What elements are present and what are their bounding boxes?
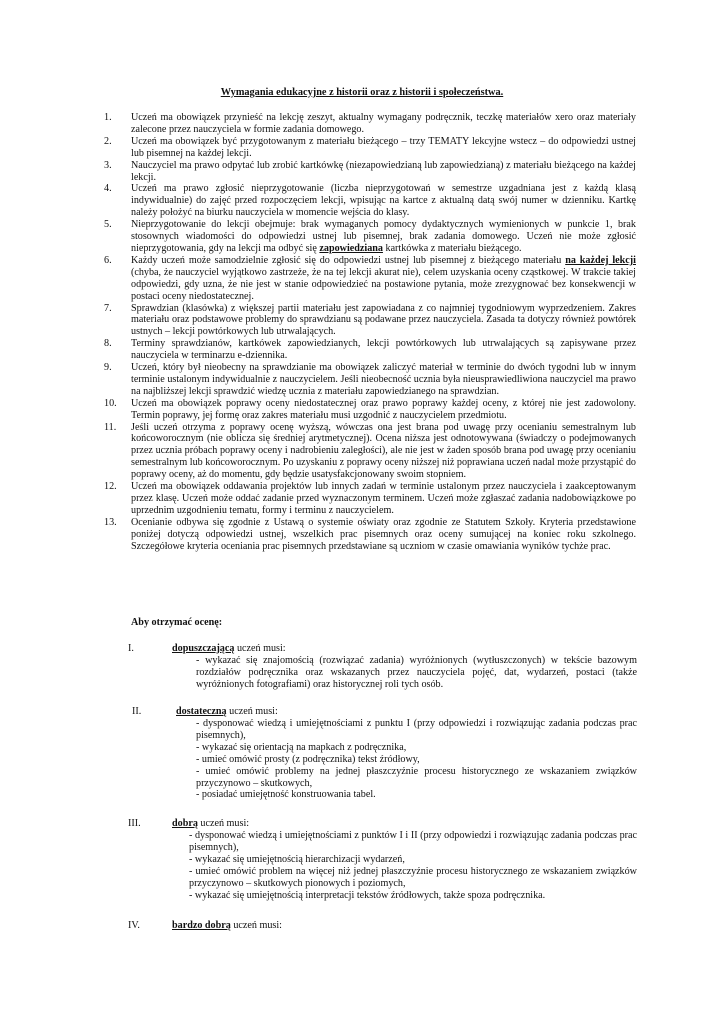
requirement-item: - umieć omówić problem na więcej niż jednej płaszczyźnie procesu historycznego ze wskazaniem związków przyczynowo – skutkowych pionowych i poziomych,	[189, 865, 637, 889]
grade-heading-suffix: uczeń musi:	[234, 643, 286, 654]
rule-text-segment: Uczeń ma obowiązek przynieść na lekcję zeszyt, aktualny wymagany podręcznik, teczkę materiałów xero oraz materiały zalecone przez nauczyciela w formie zadania domowego.	[131, 112, 636, 135]
rule-number: 5.	[104, 219, 112, 231]
requirement-item: - umieć omówić problemy na jednej płaszczyźnie procesu historycznego ze wskazaniem związków przyczynowo – skutkowych,	[196, 765, 637, 789]
grade-requirements	[189, 830, 637, 901]
rules-list	[104, 112, 636, 553]
requirement-item: - umieć omówić prosty (z podręcznika) tekst źródłowy,	[196, 753, 420, 765]
rule-text-segment: Uczeń ma obowiązek poprawy oceny niedostatecznej oraz prawo poprawy każdej oceny, z której nie jest zadowolony. Termin poprawy, jej formę oraz zakres materiału musi uzgodnić z nauczycielem przedmiotu.	[131, 397, 636, 421]
rule-number: 4.	[104, 183, 112, 195]
rule-text-segment: kartkówka z materiału bieżącego.	[382, 242, 522, 254]
grade-name: bardzo dobrą	[172, 920, 231, 931]
rule-item	[104, 183, 636, 219]
grade-heading-suffix: uczeń musi:	[230, 920, 282, 931]
grade-requirements	[196, 655, 637, 691]
rule-text	[131, 481, 636, 516]
rule-item	[104, 362, 636, 398]
grade-heading	[172, 643, 286, 655]
rule-text-segment: Nieprzygotowanie do lekcji obejmuje: brak wymaganych pomocy dydaktycznych wymienionych w punkcie 1, brak stosownych wiadomości do odpowiedzi ustnej lub pisemnej, brak zadania domowego. Uczeń nie może zgłosić nieprzygotowania, gdy na lekcji ma odbyć się	[131, 219, 636, 254]
rule-number: 13.	[104, 516, 117, 528]
rule-item	[104, 219, 636, 255]
emphasized-text: na każdej lekcji	[565, 254, 636, 266]
rule-item	[104, 160, 636, 184]
requirement-item: - wykazać się znajomością (rozwiązać zadania) wyróżnionych (wytłuszczonych) w tekście bazowym rozdziałów podręcznika oraz wskazanych przez nauczyciela pojęć, dat, wydarzeń, postaci (także wyróżnionych fotografiami) oraz historycznej roli tych osób.	[196, 655, 637, 690]
rule-text	[131, 160, 636, 183]
grade-name: dopuszczającą	[172, 643, 235, 654]
rule-text	[131, 398, 636, 421]
rule-text	[131, 338, 636, 361]
emphasized-text: zapowiedziana	[319, 242, 383, 254]
grade-roman-numeral: III.	[128, 818, 141, 829]
rule-text	[131, 136, 636, 159]
grade-roman-numeral: II.	[132, 706, 142, 717]
rule-item	[104, 481, 636, 517]
rule-item	[104, 255, 636, 303]
requirement-item: - wykazać się umiejętnością interpretacji tekstów źródłowych, także spoza podręcznika.	[189, 889, 546, 901]
rule-text-segment: Ocenianie odbywa się zgodnie z Ustawą o systemie oświaty oraz zgodnie ze Statutem Szkoły. Kryteria przedstawione poniżej dotyczą odpowiedzi ustnej, wszelkich prac pisemnych oraz oceny sumującej na koniec roku szkolnego. Szczegółowe kryteria oceniania prac pisemnych przedstawiane są uczniom w czasie omawiania wyników tychże prac.	[131, 516, 636, 552]
rule-text-segment: Każdy uczeń może samodzielnie zgłosić się do odpowiedzi ustnej lub pisemnej z bieżącego materiału	[131, 254, 566, 266]
rule-text-segment: Jeśli uczeń otrzyma z poprawy ocenę wyższą, wówczas ona jest brana pod uwagę przy ocenianiu semestralnym lub końcoworocznym (nie oblicza się średniej arytmetycznej). Ocena niższa jest odnotowywana (świadczy o podejmowanych przez ucznia próbach poprawy oceny i nadrobieniu zaległości), ale nie jest w żaden sposób brana pod uwagę przy ocenianiu semestralnym lub końcoworocznym. Po uzyskaniu z poprawy oceny niższej niż poprawiana uczeń nadal może przystąpić do poprawy oceny, aż do momentu, gdy będzie usatysfakcjonowany swoim stopniem.	[131, 421, 636, 481]
rule-number: 8.	[104, 338, 112, 350]
document-title: Wymagania edukacyjne z historii oraz z historii i społeczeństwa.	[220, 87, 504, 98]
rule-number: 7.	[104, 302, 112, 314]
rule-item	[104, 112, 636, 136]
rule-text-segment: Uczeń, który był nieobecny na sprawdzianie ma obowiązek zaliczyć materiał w terminie do dwóch tygodni lub w innym terminie ustalonym indywidualnie z nauczycielem. Jeśli nieobecność ucznia była nieusprawiedliwiona nauczyciel ma prawo na najbliższej lekcji sprawdzić wiedzę ucznia z materiału zapowiedzianego na sprawdzian.	[131, 362, 636, 397]
requirement-item: - wykazać się orientacją na mapkach z podręcznika,	[196, 741, 407, 753]
rule-item	[104, 517, 636, 553]
grade-heading	[172, 818, 249, 830]
rule-number: 9.	[104, 362, 112, 374]
grade-roman-numeral: I.	[128, 643, 134, 654]
rule-item	[104, 422, 636, 482]
rule-number: 1.	[104, 112, 112, 123]
rule-text	[131, 362, 636, 397]
grade-heading-suffix: uczeń musi:	[197, 818, 250, 829]
rule-text	[131, 255, 636, 302]
rule-text	[131, 422, 636, 481]
rule-item	[104, 398, 636, 422]
rule-number: 12.	[104, 481, 117, 493]
rule-number: 6.	[104, 254, 112, 266]
rule-text	[131, 219, 636, 254]
requirement-item: - wykazać się umiejętnością hierarchizacji wydarzeń,	[189, 853, 405, 865]
grade-roman-numeral: IV.	[128, 920, 140, 931]
grade-name: dobrą	[172, 818, 198, 829]
grade-heading	[172, 920, 282, 932]
grade-heading	[176, 706, 278, 718]
rule-number: 2.	[104, 135, 112, 147]
rule-text	[131, 112, 636, 135]
rule-item	[104, 303, 636, 339]
requirement-item: - dysponować wiedzą i umiejętnościami z punktu I (przy odpowiedzi i rozwiązując zadania podczas prac pisemnych),	[196, 718, 637, 741]
requirement-item: - dysponować wiedzą i umiejętnościami z punktów I i II (przy odpowiedzi i rozwiązując zadania podczas prac pisemnych),	[189, 830, 637, 853]
rule-number: 11.	[104, 421, 117, 433]
requirement-item: - posiadać umiejętność konstruowania tabel.	[196, 789, 376, 801]
rule-item	[104, 136, 636, 160]
grades-subheading: Aby otrzymać ocenę:	[131, 617, 223, 628]
grade-name: dostateczną	[176, 706, 227, 717]
rule-text-segment: Uczeń ma obowiązek być przygotowanym z materiału bieżącego – trzy TEMATY lekcyjne wstecz – do odpowiedzi ustnej lub pisemnej na każdej lekcji.	[131, 135, 636, 159]
rule-text-segment: Uczeń ma obowiązek oddawania projektów lub innych zadań w terminie ustalonym przez nauczyciela i zaakceptowanym przez klasę. Uczeń może oddać zadanie przed wyznaczonym terminem. Uczeń może zgłaszać zadania nadobowiązkowe po uprzednim uzgodnieniu tematu, formy i terminu z nauczycielem.	[131, 481, 636, 516]
rule-text	[131, 517, 636, 552]
rule-item	[104, 338, 636, 362]
rule-text-segment: Nauczyciel ma prawo odpytać lub zrobić kartkówkę (niezapowiedzianą lub zapowiedzianą) z materiału bieżącego na każdej lekcji.	[131, 159, 636, 183]
grade-heading-suffix: uczeń musi:	[226, 706, 278, 717]
rule-text	[131, 303, 636, 338]
rule-text-segment: Uczeń ma prawo zgłosić nieprzygotowanie (liczba nieprzygotowań w semestrze uzgadniana jest z każdą klasą indywidualnie) do zajęć przed rozpoczęciem lekcji, wpisując na kartce z aktualną datą swój numer w dzienniku. Kartkę należy położyć na biurku nauczyciela w momencie wejścia do klasy.	[131, 183, 636, 219]
rule-text-segment: Sprawdzian (klasówka) z większej partii materiału jest zapowiadana z co najmniej tygodniowym wyprzedzeniem. Zakres materiału oraz podstawowe problemy do sprawdzianu są podawane przez nauczyciela. Zasada ta dotyczy również powtórek ustnych – lekcji powtórkowych lub utrwalających.	[131, 302, 636, 338]
rule-number: 10.	[104, 397, 117, 409]
rule-number: 3.	[104, 159, 112, 171]
rule-text-segment: Terminy sprawdzianów, kartkówek zapowiedzianych, lekcji powtórkowych lub utrwalających są zapisywane przez nauczyciela w terminarzu e-dziennika.	[131, 338, 636, 362]
rule-text	[131, 183, 636, 218]
rule-text-segment: (chyba, że nauczyciel wyjątkowo zastrzeże, że na tej lekcji akurat nie), celem uzyskania oceny cząstkowej. W trakcie takiej odpowiedzi, gdy uzna, że nie jest w stanie odpowiedzieć na postawione pytania, może zrezygnować bez konsekwencji w postaci oceny niedostatecznej.	[131, 266, 636, 302]
grade-requirements	[196, 718, 637, 801]
